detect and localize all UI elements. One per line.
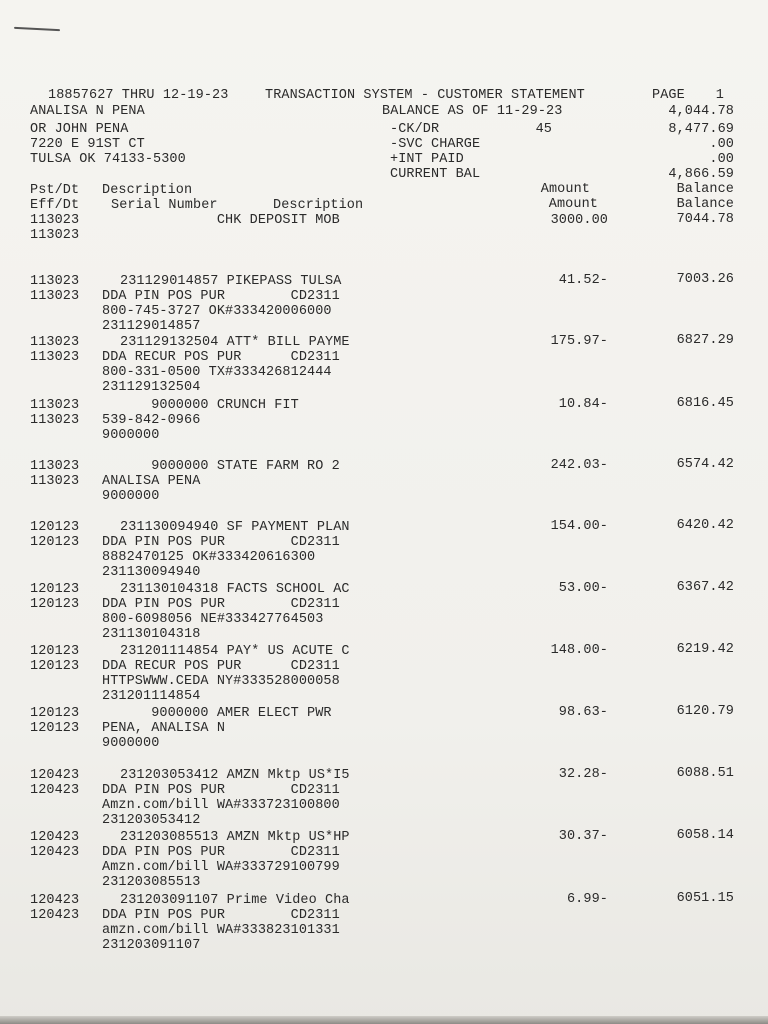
ck-dr-count: 45: [535, 122, 552, 137]
posting-date: 113023: [30, 398, 80, 413]
transaction-balance: 7003.26: [676, 272, 734, 287]
posting-date: 120423: [30, 893, 80, 908]
posting-date: 120423: [30, 830, 80, 845]
transaction-detail: PENA, ANALISA N: [102, 721, 226, 736]
int-paid-label: +INT PAID: [390, 152, 464, 167]
transaction-detail: DDA PIN POS PUR CD2311: [102, 289, 340, 304]
transaction-balance: 6827.29: [676, 333, 734, 348]
transaction-detail: DDA PIN POS PUR CD2311: [102, 535, 340, 550]
transaction-description: 9000000 AMER ELECT PWR: [102, 706, 332, 721]
transaction-amount: 3000.00: [550, 213, 608, 228]
effective-date: 113023: [30, 289, 80, 304]
transaction-amount: 154.00-: [550, 519, 608, 534]
col-balance-2: Balance: [676, 197, 734, 212]
posting-date: 113023: [30, 274, 80, 289]
effective-date: 113023: [30, 350, 80, 365]
transaction-amount: 175.97-: [550, 334, 608, 349]
transaction-amount: 6.99-: [566, 892, 608, 907]
transaction-detail: 231130094940: [102, 565, 201, 580]
posting-date: 120123: [30, 520, 80, 535]
posting-date: 113023: [30, 459, 80, 474]
transaction-balance: 6816.45: [676, 396, 734, 411]
transaction-detail: 231130104318: [102, 627, 201, 642]
transaction-balance: 6219.42: [676, 642, 734, 657]
transaction-detail: 8882470125 OK#333420616300: [102, 550, 316, 565]
transaction-balance: 6088.51: [676, 766, 734, 781]
transaction-detail: 231203085513: [102, 875, 201, 890]
effective-date: 120423: [30, 845, 80, 860]
posting-date: 120123: [30, 644, 80, 659]
transaction-description: 231203053412 AMZN Mktp US*I5: [120, 768, 350, 783]
transaction-description: 231129132504 ATT* BILL PAYME: [120, 335, 350, 350]
effective-date: 113023: [30, 413, 80, 428]
transaction-detail: 800-745-3727 OK#333420006000: [102, 304, 332, 319]
transaction-detail: DDA PIN POS PUR CD2311: [102, 783, 340, 798]
transaction-balance: 6420.42: [676, 518, 734, 533]
transaction-detail: 231129014857: [102, 319, 201, 334]
transaction-amount: 148.00-: [550, 643, 608, 658]
transaction-amount: 53.00-: [558, 581, 608, 596]
transaction-description: 231203091107 Prime Video Cha: [120, 893, 350, 908]
transaction-description: 9000000 STATE FARM RO 2: [102, 459, 340, 474]
col-eff-dt: Eff/Dt: [30, 198, 80, 213]
transaction-detail: 539-842-0966: [102, 413, 201, 428]
transaction-balance: 6051.15: [676, 891, 734, 906]
customer-co-name: OR JOHN PENA: [30, 122, 129, 137]
system-title: TRANSACTION SYSTEM - CUSTOMER STATEMENT: [265, 88, 585, 103]
transaction-detail: ANALISA PENA: [102, 474, 201, 489]
transaction-description: 231201114854 PAY* US ACUTE C: [120, 644, 350, 659]
page-label: PAGE: [652, 88, 685, 103]
customer-name: ANALISA N PENA: [30, 104, 145, 119]
transaction-detail: DDA PIN POS PUR CD2311: [102, 597, 340, 612]
transaction-detail: HTTPSWWW.CEDA NY#333528000058: [102, 674, 340, 689]
posting-date: 120123: [30, 706, 80, 721]
transaction-description: 231130094940 SF PAYMENT PLAN: [120, 520, 350, 535]
col-amount-2: Amount: [548, 197, 598, 212]
col-pst-dt: Pst/Dt: [30, 183, 80, 198]
transaction-amount: 30.37-: [558, 829, 608, 844]
int-paid-value: .00: [709, 152, 734, 167]
balance-as-of-value: 4,044.78: [668, 104, 734, 119]
address-line2: TULSA OK 74133-5300: [30, 152, 186, 167]
col-amount-1: Amount: [540, 182, 590, 197]
transaction-amount: 10.84-: [558, 397, 608, 412]
posting-date: 113023: [30, 213, 80, 228]
transaction-description: 9000000 CRUNCH FIT: [102, 398, 299, 413]
transaction-detail: DDA RECUR POS PUR CD2311: [102, 350, 340, 365]
effective-date: 113023: [30, 474, 80, 489]
transaction-amount: 41.52-: [558, 273, 608, 288]
transaction-amount: 98.63-: [558, 705, 608, 720]
transaction-balance: 6058.14: [676, 828, 734, 843]
ck-dr-value: 8,477.69: [668, 122, 734, 137]
page-bottom-edge: [0, 1016, 768, 1024]
col-serial-number: Serial Number: [111, 198, 218, 213]
transaction-detail: 231203053412: [102, 813, 201, 828]
transaction-detail: 800-331-0500 TX#333426812444: [102, 365, 332, 380]
posting-date: 120123: [30, 582, 80, 597]
transaction-description: 231130104318 FACTS SCHOOL AC: [120, 582, 350, 597]
transaction-detail: 9000000: [102, 428, 160, 443]
transaction-amount: 32.28-: [558, 767, 608, 782]
transaction-detail: 800-6098056 NE#333427764503: [102, 612, 324, 627]
transaction-detail: Amzn.com/bill WA#333723100800: [102, 798, 340, 813]
account-range: 18857627 THRU 12-19-23: [48, 88, 229, 103]
transaction-detail: 231129132504: [102, 380, 201, 395]
col-description-1: Description: [102, 183, 193, 198]
transaction-detail: 231201114854: [102, 689, 201, 704]
address-line1: 7220 E 91ST CT: [30, 137, 145, 152]
svc-charge-label: -SVC CHARGE: [390, 137, 481, 152]
transaction-description: 231129014857 PIKEPASS TULSA: [120, 274, 342, 289]
transaction-detail: 231203091107: [102, 938, 201, 953]
posting-date: 113023: [30, 335, 80, 350]
transaction-detail: DDA PIN POS PUR CD2311: [102, 908, 340, 923]
transaction-detail: 9000000: [102, 489, 160, 504]
transaction-balance: 6367.42: [676, 580, 734, 595]
transaction-detail: 9000000: [102, 736, 160, 751]
current-bal-value: 4,866.59: [668, 167, 734, 182]
transaction-description: 231203085513 AMZN Mktp US*HP: [120, 830, 350, 845]
posting-date: 120423: [30, 768, 80, 783]
effective-date: 120123: [30, 721, 80, 736]
transaction-detail: DDA RECUR POS PUR CD2311: [102, 659, 340, 674]
col-description-2: Description: [273, 198, 364, 213]
transaction-balance: 6120.79: [676, 704, 734, 719]
transaction-description: CHK DEPOSIT MOB: [102, 213, 340, 228]
transaction-detail: Amzn.com/bill WA#333729100799: [102, 860, 340, 875]
transaction-detail: DDA PIN POS PUR CD2311: [102, 845, 340, 860]
transaction-detail: amzn.com/bill WA#333823101331: [102, 923, 340, 938]
pen-mark: [14, 27, 60, 31]
transaction-balance: 6574.42: [676, 457, 734, 472]
effective-date: 120423: [30, 783, 80, 798]
effective-date: 120123: [30, 597, 80, 612]
effective-date: 120123: [30, 535, 80, 550]
col-balance-1: Balance: [676, 182, 734, 197]
effective-date: 113023: [30, 228, 80, 243]
balance-as-of-label: BALANCE AS OF 11-29-23: [382, 104, 563, 119]
effective-date: 120423: [30, 908, 80, 923]
page-number: 1: [715, 88, 724, 103]
transaction-balance: 7044.78: [676, 212, 734, 227]
transaction-amount: 242.03-: [550, 458, 608, 473]
current-bal-label: CURRENT BAL: [390, 167, 481, 182]
svc-charge-value: .00: [709, 137, 734, 152]
effective-date: 120123: [30, 659, 80, 674]
ck-dr-label: -CK/DR: [390, 122, 440, 137]
